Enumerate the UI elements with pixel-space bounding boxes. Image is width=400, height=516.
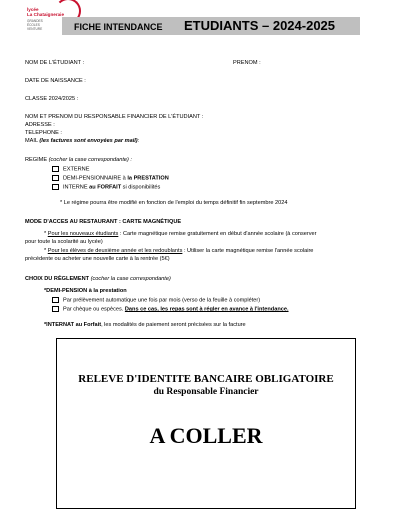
payment-option-cheque[interactable]: Par chèque ou espèces. Dans ce cas, les repas sont à régler en avance à l'intendance. xyxy=(52,306,289,313)
regime-label: REGIME xyxy=(25,157,48,163)
rib-box xyxy=(56,338,356,509)
checkbox[interactable] xyxy=(52,184,59,190)
logo-line-2: La Chataigneraie xyxy=(27,12,65,17)
access-new-students-line2: pour toute la scolarité au lycée) xyxy=(25,239,103,245)
financial-responsible-label: NOM ET PRENOM DU RESPONSABLE FINANCIER DE L'ÉTUDIANT : xyxy=(25,114,204,120)
page-title: ETUDIANTS – 2024-2025 xyxy=(184,18,336,33)
regime-option-externe[interactable]: EXTERNE xyxy=(52,166,89,173)
checkbox[interactable] xyxy=(52,297,59,303)
access-returning-students-line2: précédente ou acheter une nouvelle carte à la rentrée (5€) xyxy=(25,256,170,262)
payment-option-prelevement[interactable]: Par prélèvement automatique une fois par mois (verso de la feuille à compléter) xyxy=(52,297,260,304)
mail-label: MAIL xyxy=(25,138,38,144)
regime-option-demi-pension[interactable]: DEMI-PENSIONNAIRE à la PRESTATION xyxy=(52,175,169,182)
address-label: ADRESSE : xyxy=(25,122,55,128)
header-banner xyxy=(62,13,360,37)
payment-heading: CHOIX DU RÈGLEMENT (cocher la case correspondante) xyxy=(25,276,171,282)
mail-colon: : xyxy=(137,138,140,144)
internat-line: *INTERNAT au Forfait, les modalités de paiement seront précisées sur la facture xyxy=(44,322,246,328)
access-new-students: * Pour les nouveaux étudiants : Carte magnétique remise gratuitement en début d'année scolaire (à conserver xyxy=(44,231,317,237)
access-heading: MODE D'ACCES AU RESTAURANT : CARTE MAGNÉTIQUE xyxy=(25,219,182,225)
student-firstname-label: PRENOM : xyxy=(233,60,261,66)
regime-heading xyxy=(25,157,132,164)
mail-note: (les factures sont envoyées par mail) xyxy=(39,138,138,144)
class-label: CLASSE 2024/2025 : xyxy=(25,96,79,102)
regime-option-interne[interactable]: INTERNE au FORFAIT si disponibilités xyxy=(52,184,160,191)
logo-subtitle: GRANDES ÉCOLES VENTURE xyxy=(27,19,43,31)
birthdate-label: DATE DE NAISSANCE : xyxy=(25,78,86,84)
student-name-label: NOM DE L'ÉTUDIANT : xyxy=(25,60,85,66)
regime-hint: (cocher la case correspondante) : xyxy=(48,157,132,163)
checkbox[interactable] xyxy=(52,306,59,312)
rib-paste-label: A COLLER xyxy=(149,423,263,448)
rib-subtitle: du Responsable Financier xyxy=(153,387,259,397)
phone-label: TELEPHONE : xyxy=(25,130,62,136)
checkbox[interactable] xyxy=(52,166,59,172)
mail-line xyxy=(25,138,139,145)
demi-pension-label: *DEMI-PENSION à la prestation xyxy=(44,288,127,294)
rib-title: RELEVE D'IDENTITE BANCAIRE OBLIGATOIRE xyxy=(78,373,334,385)
logo-line-1: lycée xyxy=(27,7,39,12)
header-prefix: FICHE INTENDANCE xyxy=(74,22,163,32)
checkbox[interactable] xyxy=(52,175,59,181)
access-returning-students: * Pour les élèves de deuxième année et les redoublants : Utiliser la carte magnétique remise l'année scolaire xyxy=(44,248,314,254)
regime-note: * Le régime pourra être modifié en fonction de l'emploi du temps définitif fin septembre 2024 xyxy=(60,200,288,206)
